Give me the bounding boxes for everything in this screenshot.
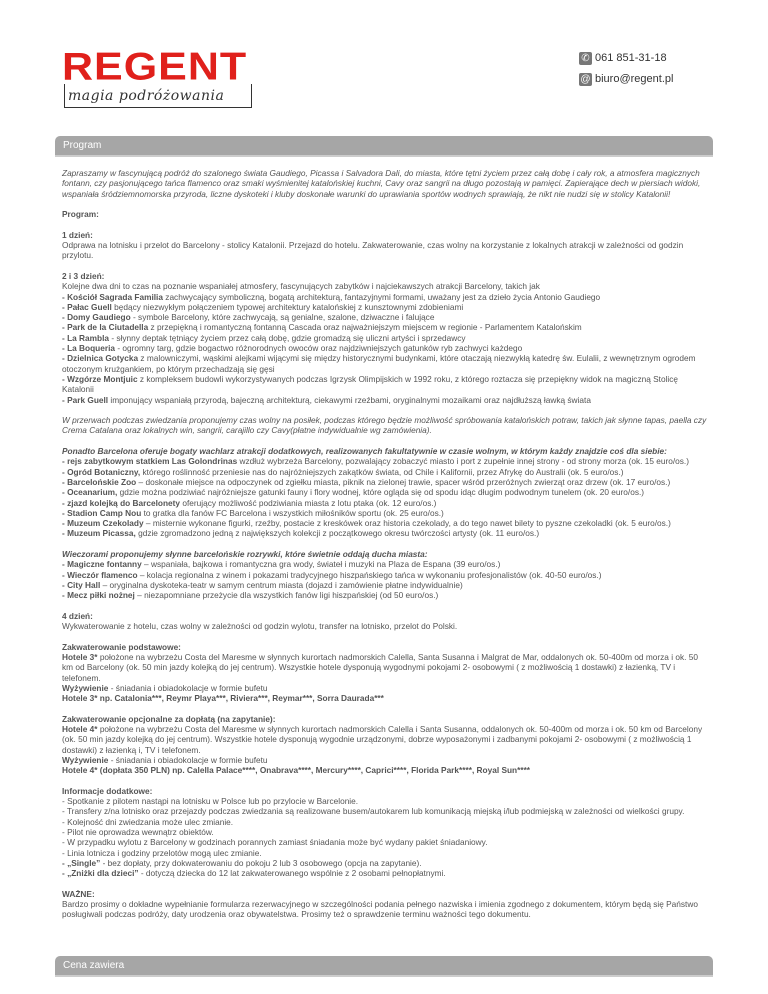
basic-accommodation-title: Zakwaterowanie podstawowe: bbox=[62, 641, 181, 652]
program-section-header bbox=[55, 136, 713, 155]
list-item: - Mecz piłki nożnej – niezapomniane przeżycie dla wszystkich fanów ligi hiszpańskiej (od 50 euro/os.) bbox=[62, 590, 439, 601]
day4-title: 4 dzień: bbox=[62, 610, 93, 621]
program-section-title: Program bbox=[63, 140, 102, 151]
evenings-heading: Wieczorami proponujemy słynne barcelońskie rozrywki, które świetnie oddają ducha miasta: bbox=[62, 548, 428, 559]
list-item: - „Single” - bez dopłaty, przy dokwaterowaniu do pokoju 2 lub 3 osobowego (opcja na zapytanie). bbox=[62, 857, 422, 868]
logo-tagline: magia podróżowania bbox=[68, 88, 225, 104]
basic-hotels-text: Hotele 3* położone na wybrzeżu Costa del Maresme w słynnych kurortach nadmorskich Calella, Santa Susanna i Malgrat de Mar, oddalonych ok. 50-400m od morza i ok. 50 km od Barcelony (ok. 50 min jazdy kolejką do jej centrum). Wszystkie hotele dysponują wygodnymi pokojami 2- osobowymi ( z możliwością 1 dostawki) z łazienką, TV i telefonem. bbox=[62, 651, 698, 683]
extras-heading: Ponadto Barcelona oferuje bogaty wachlarz atrakcji dodatkowych, realizowanych fakultatywnie w czasie wolnym, w którym każdy znajdzie coś dla siebie: bbox=[62, 446, 667, 457]
email-row[interactable] bbox=[579, 72, 673, 86]
list-item: - W przypadku wylotu z Barcelony w godzinach porannych zamiast śniadania może być wydany pakiet śniadaniowy. bbox=[62, 837, 488, 848]
list-item: - La Rambla - słynny deptak tętniący życiem przez całą dobę, gdzie gromadzą się uliczni artyści i sprzedawcy bbox=[62, 332, 466, 343]
list-item: - Pilot nie oprowadza wewnątrz obiektów. bbox=[62, 827, 214, 837]
important-text: Bardzo prosimy o dokładne wypełnianie formularza rezerwacyjnego w szczególności podania pełnego nazwiska i imienia zgodnego z dokumentem, którym będą się Państwo posługiwali podczas podróży, daty urodzenia oraz obywatelstwa. Prosimy też o sprawdzenie terminu ważności tego dokumentu. bbox=[62, 899, 698, 920]
important-title: WAŻNE: bbox=[62, 888, 95, 899]
list-item: - Transfery z/na lotnisko oraz przejazdy podczas zwiedzania są realizowane busem/autokarem lub komunikacją miejską i/lub podmiejską w zależności od wielkości grupy. bbox=[62, 806, 685, 817]
list-item: - Wieczór flamenco – kolacja regionalna z winem i pokazami tradycyjnego hiszpańskiego tańca w wykonaniu profesjonalistów (ok. 40-50 euro/os.) bbox=[62, 569, 602, 580]
logo-wordmark: REGENT bbox=[62, 45, 248, 89]
optional-food-text: Wyżywienie - śniadania i obiadokolacje w formie bufetu bbox=[62, 754, 268, 765]
day1-text: Odprawa na lotnisku i przelot do Barcelony - stolicy Katalonii. Przejazd do hotelu. Zakwaterowanie, czas wolny na korzystanie z lokalnych atrakcji w zależności od godzin przylotu. bbox=[62, 240, 684, 261]
day23-title: 2 i 3 dzień: bbox=[62, 270, 105, 281]
list-item: - Linia lotnicza i godziny przelotów mogą ulec zmianie. bbox=[62, 847, 262, 858]
phone-row bbox=[579, 51, 667, 65]
list-item: - City Hall – oryginalna dyskoteka-teatr w samym centrum miasta (dojazd i zamówienie płatne indywidualnie) bbox=[62, 579, 463, 590]
list-item: - Spotkanie z pilotem nastąpi na lotnisku w Polsce lub po przylocie w Barcelonie. bbox=[62, 796, 359, 807]
list-item: - Oceanarium, gdzie można podziwiać najróżniejsze gatunki fauny i flory wodnej, które ogląda się od spodu idąc długim podwodnym tunelem (ok. 20 euro/os.) bbox=[62, 487, 645, 498]
regent-logo bbox=[62, 45, 262, 110]
list-item: - Muzeum Picassa, gdzie zgromadzono jedną z największych kolekcji z początkowego okresu twórczości artysty (ok. 11 euro/os.) bbox=[62, 528, 540, 539]
optional-hotels-text: Hotele 4* położone na wybrzeżu Costa del Maresme w słynnych kurortach nadmorskich Calella i Santa Susanna, oddalonych ok. 50-400m od morza i ok. 50 km od Barcelony (ok. 50 min jazdy kolejką do jej centrum). Wszystkie hotele dysponują wygodnie urządzonymi, dobrze wyposażonymi i zadbanymi pokojami 2- osobowymi ( z możliwością 1 dostawki) z łazienką i, TV i telefonem. bbox=[62, 724, 703, 755]
phone-icon: ✆ bbox=[579, 52, 592, 65]
list-item: - Pałac Guell będący niezwykłym połączeniem typowej architektury katalońskiej z kunsztownymi zdobieniami bbox=[62, 301, 464, 312]
section-divider bbox=[55, 975, 713, 977]
list-item: - La Boqueria - ogromny targ, gdzie bogactwo różnorodnych owoców oraz najdziwniejszych gatunków ryb zachwyci każdego bbox=[62, 343, 523, 354]
at-icon: @ bbox=[580, 73, 591, 85]
list-item: - zjazd kolejką do Barcelonety oferujący możliwość podziwiania miasta z lotu ptaka (ok. 12 euro/os.) bbox=[62, 497, 437, 508]
list-item: - Muzeum Czekolady – misternie wykonane figurki, rzeźby, postacie z kreskówek oraz historia czekolady, a do tego nawet bilety to pyszne czekoladki (ok. 5 euro/os.) bbox=[62, 518, 671, 529]
optional-accommodation-title: Zakwaterowanie opcjonalne za dopłatą (na zapytanie): bbox=[62, 713, 276, 724]
program-label: Program: bbox=[62, 209, 99, 220]
list-item: - rejs zabytkowym statkiem Las Golondrinas wzdłuż wybrzeża Barcelony, pozwalający zobaczyć miasto i port z zupełnie innej strony - od strony morza (ok. 15 euro/os.) bbox=[62, 456, 689, 467]
day4-text: Wykwaterowanie z hotelu, czas wolny w zależności od godzin wylotu, transfer na lotnisko, przelot do Polski. bbox=[62, 621, 458, 632]
price-section-header bbox=[55, 956, 713, 975]
email-address[interactable]: biuro@regent.pl bbox=[595, 73, 674, 85]
list-item: - Park de la Ciutadella z przepiękną i romantyczną fontanną Cascada oraz najważniejszym miejscem w regionie - Parlamentem Katalońskim bbox=[62, 322, 582, 333]
list-item: - Dzielnica Gotycka z malowniczymi, wąskimi alejkami wijącymi się między historycznymi budynkami, które otaczają niezwykłą katedrę św. Eulalii, z wewnętrznym ogrodem otoczonym krużgankiem, po którym przechadzają się gęsi bbox=[62, 353, 696, 374]
list-item: - Domy Gaudiego - symbole Barcelony, które zachwycają, są genialne, szalone, dziwaczne i falujące bbox=[62, 312, 435, 323]
list-item: - Kolejność dni zwiedzania może ulec zmianie. bbox=[62, 816, 234, 827]
info-title: Informacje dodatkowe: bbox=[62, 785, 153, 796]
list-item: - Wzgórze Montjuic z kompleksem budowli wykorzystywanych podczas Igrzysk Olimpijskich w 1992 roku, z którego roztacza się przepiękny widok na magiczną Stolicę Katalonii bbox=[62, 373, 679, 395]
list-item: - Park Guell imponujący wspaniałą przyrodą, bajeczną architekturą, ciekawymi rzeźbami, oryginalnymi mozaikami oraz najdłuższą ławką świata bbox=[62, 394, 591, 405]
section-divider bbox=[55, 155, 713, 157]
basic-hotel-list: Hotele 3* np. Catalonia***, Reymr Playa***, Riviera***, Reymar***, Sorra Daurada*** bbox=[62, 693, 384, 704]
list-item: - „Zniżki dla dzieci” - dotyczą dziecka do 12 lat zakwaterowanego wspólnie z 2 osobami pełnopłatnymi. bbox=[62, 868, 446, 879]
list-item: - Barcelońskie Zoo – doskonałe miejsce na odpoczynek od zgiełku miasta, piknik na zielonej trawie, spacer wśród przeróżnych zwierząt oraz drzew (ok. 17 euro/os.) bbox=[62, 476, 671, 487]
phone-number: 061 851-31-18 bbox=[595, 52, 667, 64]
price-section-title: Cena zawiera bbox=[63, 960, 125, 971]
program-content bbox=[62, 168, 708, 920]
day1-title: 1 dzień: bbox=[62, 229, 93, 240]
optional-hotel-list: Hotele 4* (dopłata 350 PLN) np. Calella Palace****, Onabrava****, Mercury****, Caprici****, Florida Park****, Royal Sun**** bbox=[62, 765, 531, 776]
meal-note: W przerwach podczas zwiedzania proponujemy czas wolny na posiłek, podczas którego będzie możliwość spróbowania katalońskich potraw, takich jak słynne tapas, paella czy Crema Catalana oraz lokalnych win, sangrii, carajillo czy Cavy(płatne indywidualnie wg zamówienia). bbox=[62, 415, 707, 436]
list-item: - Magiczne fontanny – wspaniała, bajkowa i romantyczna gra wody, świateł i muzyki na Plaza de Espana (39 euro/os.) bbox=[62, 559, 501, 570]
list-item: - Kościół Sagrada Familia zachwycający symboliczną, bogatą architekturą, fantazyjnymi formami, uważany jest za dzieło życia Antonio Gaudiego bbox=[62, 291, 601, 302]
list-item: - Stadion Camp Nou to gratka dla fanów FC Barcelona i wszystkich miłośników sportu (ok. 25 euro/os.) bbox=[62, 507, 444, 518]
basic-food-text: Wyżywienie - śniadania i obiadokolacje w formie bufetu bbox=[62, 682, 268, 693]
day23-text: Kolejne dwa dni to czas na poznanie wspaniałej atmosfery, fascynujących zabytków i najciekawszych atrakcji Barcelony, takich jak bbox=[62, 281, 540, 292]
list-item: - Ogród Botaniczny, którego roślinność przeniesie nas do najróżniejszych zakątków świata, od Chile i Kalifornii, przez Afrykę do Australii (ok. 5 euro/os.) bbox=[62, 466, 624, 477]
intro-text: Zapraszamy w fascynującą podróż do szalonego świata Gaudiego, Picassa i Salvadora Dali, do miasta, które tętni życiem przez całą dobę i cały rok, a atmosfera magicznych fontann, czy pasjonującego tańca flamenco oraz smaki wyśmienitej katalońskiej kuchni, Cavy oraz sangrii na długo pozostają w pamięci. Zapierające dech w piersiach widoki, wspaniała śródziemnomorska przyroda, liczne dyskoteki i kluby doskonałe warunki do uprawiania sportów wodnych sprawiają, że nikt nie nudzi się w stolicy Katalonii! bbox=[62, 168, 701, 199]
